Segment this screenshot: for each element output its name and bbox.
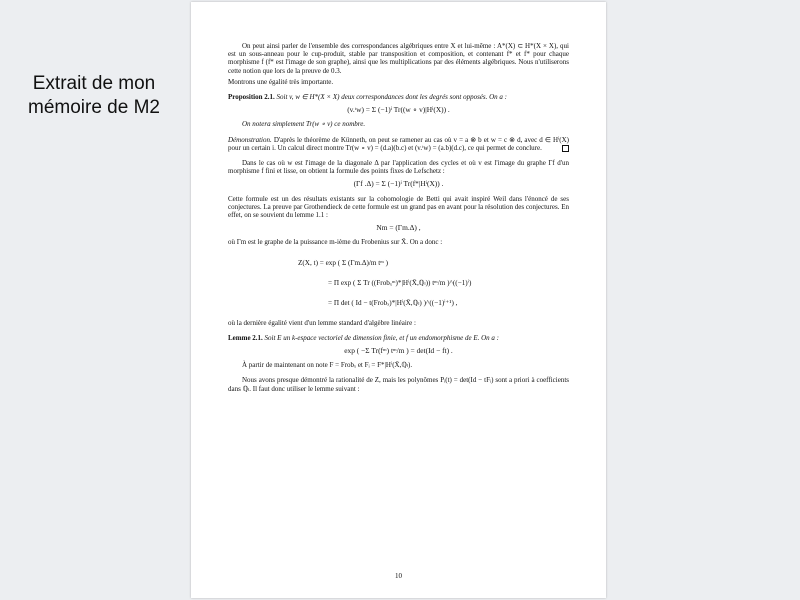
proposition — [228, 93, 569, 101]
demonstration-label: Démonstration. — [228, 135, 272, 144]
equation-trace: (v.ᵗw) = Σ (−1)ⁱ Tr((w ∘ v)|Hⁱ(X)) . — [347, 105, 450, 115]
paragraph-graph: où Γm est le graphe de la puissance m-ième du Frobenius sur X̄. On a donc : — [228, 238, 443, 247]
paragraph-linear-algebra: où la dernière égalité vient d'un lemme standard d'algèbre linéaire : — [228, 318, 416, 327]
qed-square-icon — [562, 145, 569, 152]
paragraph-correspondences: On peut ainsi parler de l'ensemble des correspondances algébriques entre X et lui-même : A*(X) ⊂ H*(X × X), qui est un sous-anneau pour le cup-produit, stable par transposition et composition, et contenant f* et f* pour chaque morphisme f (f* est l'image de son graphe), ainsi que les multiplications par des éléments algébriques. Nous n'utiliserons cette notion que lors de la preuve de 0.3. — [228, 42, 569, 75]
paragraph-rationality: Nous avons presque démontré la rationalité de Z, mais les polynômes Pᵢ(t) = det(Id − tFᵢ) sont a priori à coefficients dans ℚₗ. Il faut donc utiliser le lemme suivant : — [228, 376, 569, 393]
equation-zeta-line-3: = Π det ( Id − t(Frobₓ)*|Hⁱ(X̄,ℚₗ) )^((−1)ⁱ⁺¹) , — [328, 298, 458, 307]
equation-nm: Nm = (Γm.Δ) , — [376, 223, 421, 233]
page-number: 10 — [395, 572, 402, 580]
caption-line-1: Extrait de mon — [32, 73, 156, 94]
paragraph-notation: À partir de maintenant on note F = Frobₓ et Fᵢ = F*|Hⁱ(X̄,ℚₗ). — [242, 361, 413, 370]
paragraph-intro-equality: Montrons une égalité très importante. — [228, 77, 334, 86]
lemma-label: Lemme 2.1. — [228, 333, 263, 342]
equation-zeta-line-1: Z(X, t) = exp ( Σ (Γm.Δ)/m tᵐ ) — [298, 258, 388, 267]
lemma — [228, 334, 569, 342]
paragraph-weil: Cette formule est un des résultats existants sur la cohomologie de Betti qui avait inspiré Weil dans l'énoncé de ses conjectures. La preuve par Grothendieck de cette formule est un grand pas en avant pour la résolution des conjectures. En effet, on se souvient du lemme 1.1 : — [228, 194, 569, 220]
equation-zeta — [228, 253, 569, 313]
slide-caption — [0, 72, 188, 120]
paragraph-lefschetz: Dans le cas où w est l'image de la diagonale Δ par l'application des cycles et où v est l'image du graphe Γf d'un morphisme f fini et lisse, on obtient la formule des points fixes de Lefschetz : — [228, 159, 569, 176]
lemma-text: Soit E un k-espace vectoriel de dimension finie, et f un endomorphisme de E. On a : — [264, 333, 499, 342]
proposition-label: Proposition 2.1. — [228, 93, 275, 102]
document-page — [191, 2, 606, 598]
proposition-text: Soit v, w ∈ H*(X × X) deux correspondances dont les degrés sont opposés. On a : — [276, 93, 508, 102]
demonstration — [228, 136, 569, 152]
proposition-note: On notera simplement Tr(w ∘ v) ce nombre. — [242, 120, 366, 129]
demonstration-text: D'après le théorème de Künneth, on peut se ramener au cas où v = a ⊗ b et w = c ⊗ d, avec d ∈ Hⁱ(X) pour un certain i. Un calcul direct montre Tr(w ∘ v) = (d.a)(b.c) et (v.ᵗw) = (a.b)(d.c), ce qui permet de conclure. — [228, 135, 569, 152]
equation-lefschetz: (Γf .Δ) = Σ (−1)ⁱ Tr(f*|Hⁱ(X)) . — [353, 179, 444, 189]
page-content — [228, 42, 569, 396]
caption-line-2: mémoire de M2 — [28, 97, 160, 118]
equation-zeta-line-2: = Π exp ( Σ Tr ((Frobₓᵐ)*|Hⁱ(X̄,ℚₗ)) tᵐ/m )^((−1)ⁱ) — [328, 278, 472, 287]
equation-lemma: exp ( −Σ Tr(fᵐ) tᵐ/m ) = det(Id − ft) . — [344, 346, 453, 356]
